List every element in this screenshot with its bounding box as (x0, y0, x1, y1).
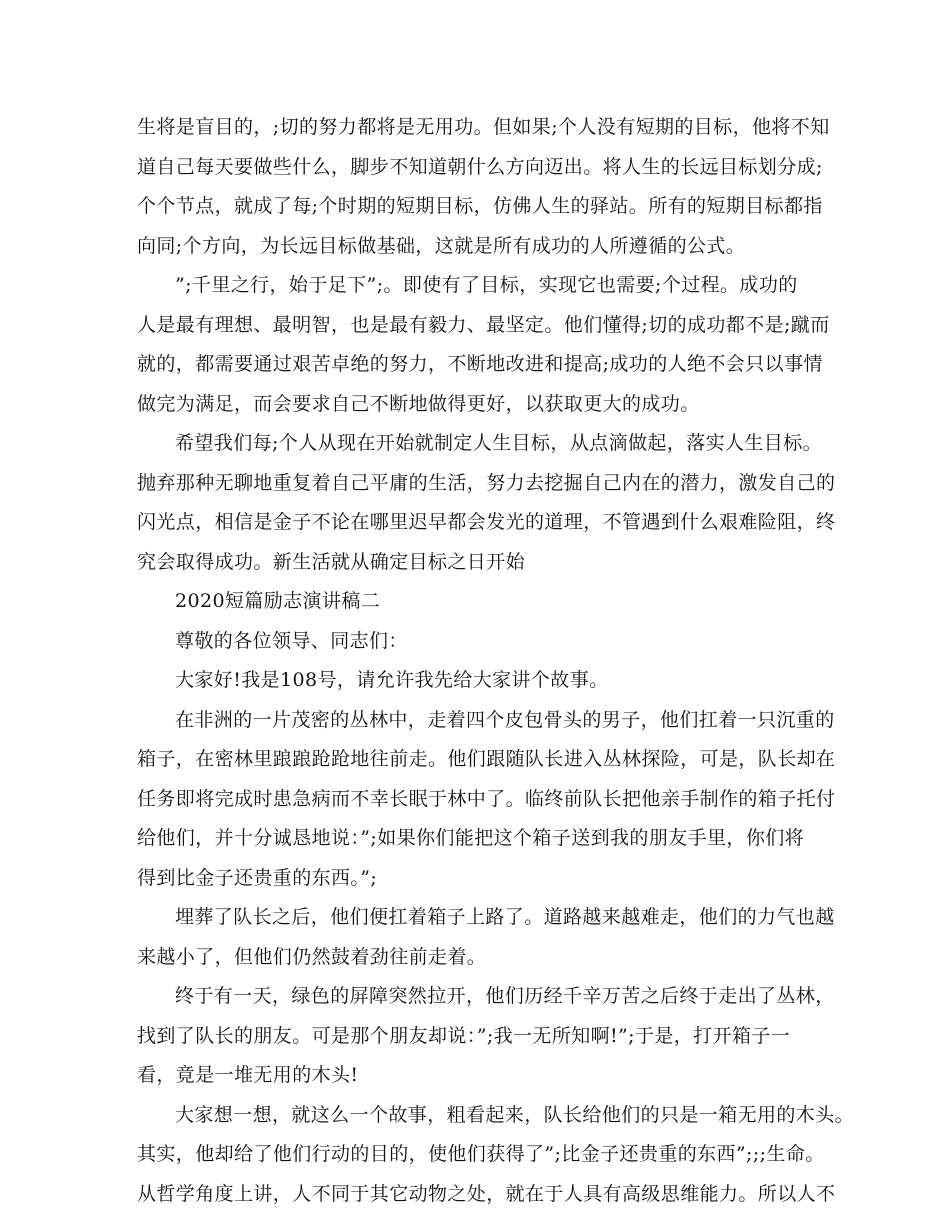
text-line: 大家好!我是108号，请允许我先给大家讲个故事。 (175, 669, 609, 691)
text-line: 道自己每天要做些什么，脚步不知道朝什么方向迈出。将人生的长远目标划分成; (137, 155, 823, 178)
text-line: 尊敬的各位领导、同志们： (175, 629, 408, 652)
text-line: 闪光点，相信是金子不论在哪里迟早都会发光的道理，不管遇到什么艰难险阻，终 (137, 511, 836, 533)
text-line: 向同;个方向，为长远目标做基础，这就是所有成功的人所遵循的公式。 (137, 234, 746, 257)
text-line: 生将是盲目的，;切的努力都将是无用功。但如果;个人没有短期的目标，他将不知 (137, 116, 830, 138)
text-line: 埋葬了队长之后，他们便扛着箱子上路了。道路越来越难走，他们的力气也越 (175, 906, 835, 928)
text-line: 从哲学角度上讲，人不同于其它动物之处，就在于人具有高级思维能力。所以人不 (137, 1182, 836, 1205)
text-line: 就的，都需要通过艰苦卓绝的努力，不断地改进和提高;成功的人绝不会只以事情 (137, 353, 823, 375)
text-line: 做完为满足，而会要求自己不断地做得更好，以获取更大的成功。 (137, 392, 700, 415)
text-line: 究会取得成功。新生活就从确定目标之日开始 (137, 550, 526, 573)
document-body (137, 108, 855, 1214)
text-line: 个个节点，就成了每;个时期的短期目标，仿佛人生的驿站。所有的短期目标都指 (137, 195, 823, 217)
text-line: 找到了队长的朋友。可是那个朋友却说：”;我一无所知啊!”;于是，打开箱子一 (137, 1024, 791, 1047)
text-line: 2020短篇励志演讲稿二 (175, 590, 381, 612)
text-line: 人是最有理想、最明智，也是最有毅力、最坚定。他们懂得;切的成功都不是;蹴而 (137, 313, 830, 336)
text-line: ”;千里之行，始于足下”;。即使有了目标，实现它也需要;个过程。成功的 (175, 274, 798, 296)
text-line: 在非洲的一片茂密的丛林中，走着四个皮包骨头的男子，他们扛着一只沉重的 (175, 708, 835, 731)
text-line: 任务即将完成时患急病而不幸长眠于林中了。临终前队长把他亲手制作的箱子托付 (137, 787, 836, 810)
text-line: 其实，他却给了他们行动的目的，使他们获得了”;比金子还贵重的东西”;;;生命。 (137, 1143, 825, 1165)
text-line: 箱子，在密林里踉踉跄跄地往前走。他们跟随队长进入丛林探险，可是，队长却在 (137, 748, 836, 770)
text-line: 给他们，并十分诚恳地说：”;如果你们能把这个箱子送到我的朋友手里，你们将 (137, 827, 805, 849)
text-line: 终于有一天，绿色的屏障突然拉开，他们历经千辛万苦之后终于走出了丛林， (175, 985, 835, 1007)
text-line: 得到比金子还贵重的东西。”; (137, 866, 378, 889)
text-line: 看，竟是一堆无用的木头! (137, 1064, 359, 1086)
text-line: 抛弃那种无聊地重复着自己平庸的生活，努力去挖掘自己内在的潜力，激发自己的 (137, 471, 836, 494)
text-line: 希望我们每;个人从现在开始就制定人生目标，从点滴做起，落实人生目标。 (175, 432, 823, 454)
text-line: 大家想一想，就这么一个故事，粗看起来，队长给他们的只是一箱无用的木头。 (175, 1103, 855, 1126)
text-line: 来越小了，但他们仍然鼓着劲往前走着。 (137, 945, 487, 968)
